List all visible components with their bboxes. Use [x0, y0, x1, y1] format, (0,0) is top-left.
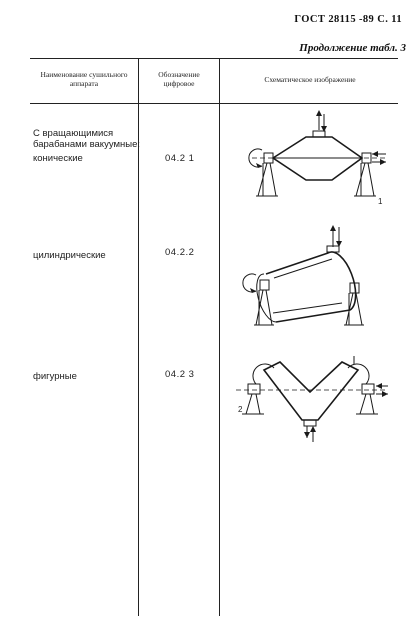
table-header-rule	[30, 103, 398, 104]
row-name-conical: конические	[33, 153, 83, 164]
conical-dryer-schematic	[240, 110, 390, 220]
schematic-mark-1: 1	[378, 197, 383, 206]
row-name-figured: фигурные	[33, 371, 77, 382]
column-header-code: Обозначение цифровое	[158, 70, 200, 88]
row-name-cylindrical: цилиндрические	[33, 250, 106, 261]
group-label: С вращающимися барабанами вакуумные:	[33, 128, 140, 150]
document-header: ГОСТ 28115 -89 С. 11	[294, 14, 402, 25]
cylindrical-dryer-schematic	[238, 225, 388, 330]
table-caption: Продолжение табл. 3	[299, 42, 406, 54]
table-top-rule	[30, 58, 398, 59]
row-code-conical: 04.2 1	[165, 153, 195, 164]
column-divider	[219, 58, 220, 616]
figured-dryer-schematic	[230, 350, 390, 445]
schematic-mark-2: 2	[238, 405, 243, 414]
row-code-cylindrical: 04.2.2	[165, 247, 195, 258]
row-code-figured: 04.2 3	[165, 369, 195, 380]
column-header-schematic: Схематическое изображение	[264, 75, 356, 84]
column-header-name: Наименование сушильного аппарата	[40, 70, 128, 88]
